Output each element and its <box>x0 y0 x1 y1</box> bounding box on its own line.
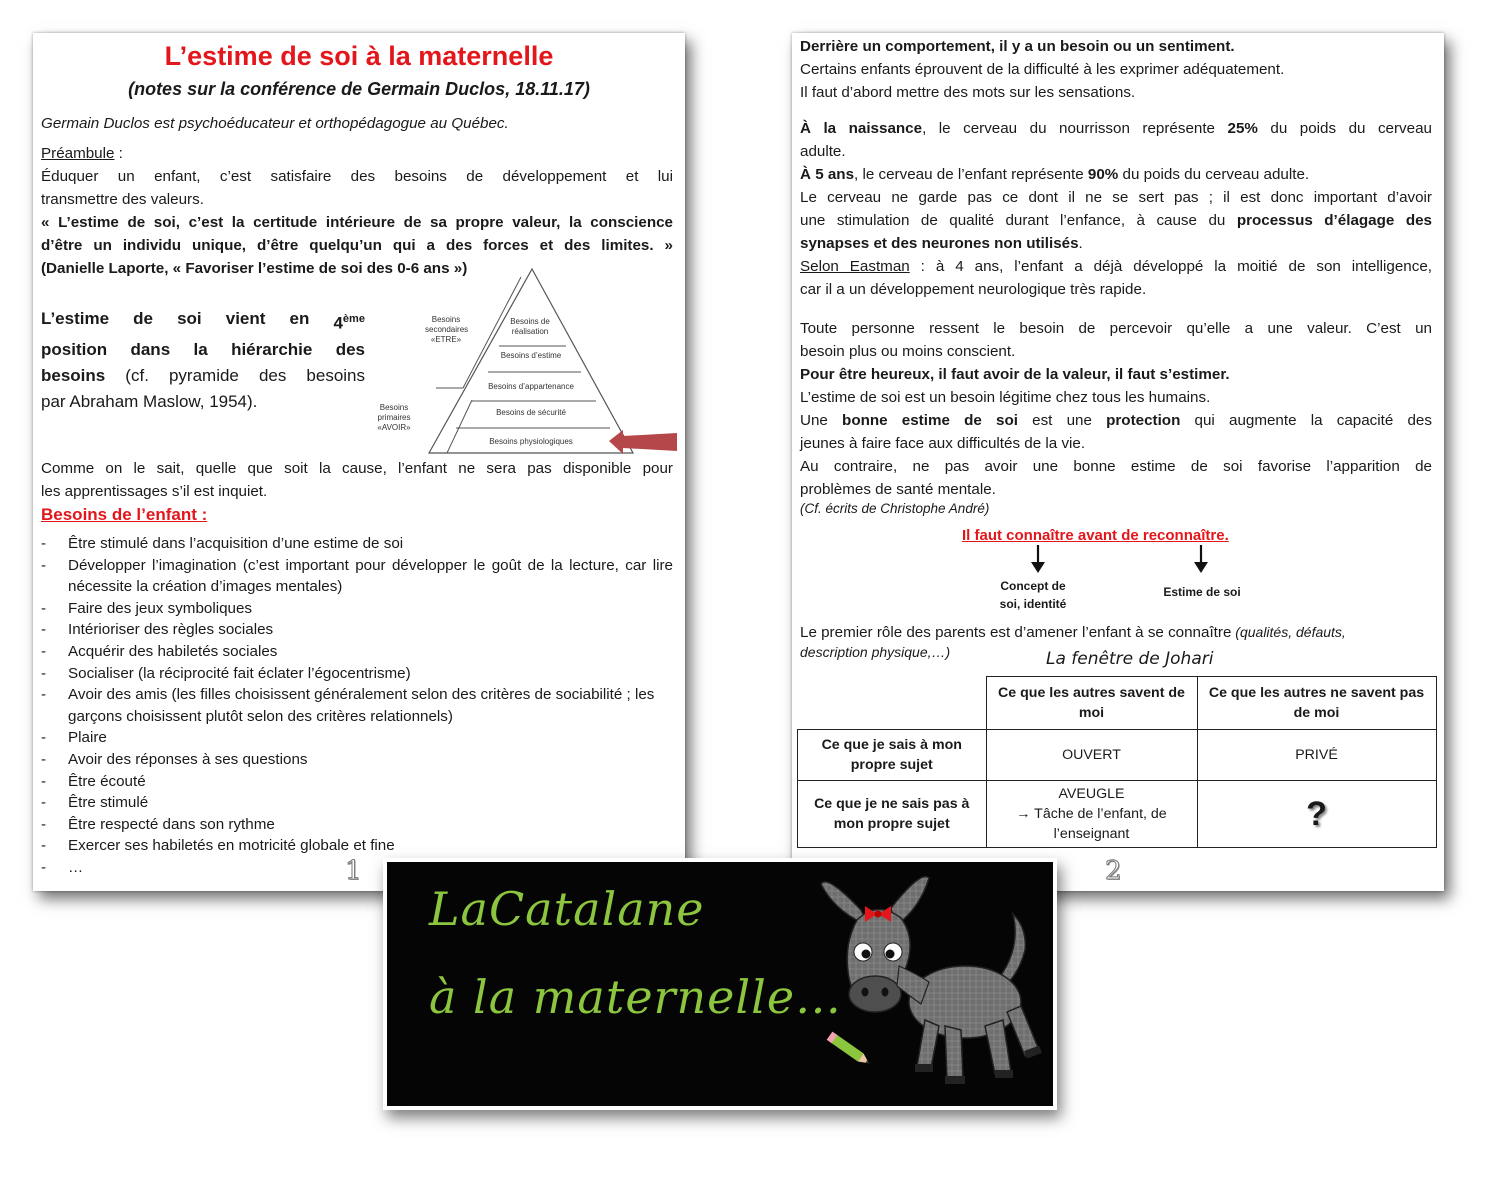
blind-cell <box>986 780 1197 847</box>
list-item: - Avoir des réponses à ses questions <box>41 749 673 771</box>
quote-line-2: d’être un individu unique, d’être quelqu’un qui a des forces et des limites. » <box>41 237 673 254</box>
down-arrow-icon <box>1028 545 1048 575</box>
list-item: - … <box>41 857 673 879</box>
brain-end: . <box>1078 235 1083 252</box>
legit-line: L’estime de soi est un besoin légitime chez tous les humains. <box>800 389 1211 406</box>
list-item: - Être stimulé dans l’acquisition d’une estime de soi <box>41 533 673 555</box>
value-line-2: besoin plus ou moins conscient. <box>800 343 1016 360</box>
header-line: Ce que je sais à mon <box>821 736 962 753</box>
maslow-pyramid-diagram <box>371 265 685 461</box>
hierarchy-word: vient <box>225 309 266 328</box>
eastman-label: Selon Eastman <box>800 258 910 275</box>
five-text: , le cerveau de l’enfant représente <box>854 166 1088 183</box>
birth-bold: À la naissance <box>800 120 923 137</box>
hierarchy-line-4: par Abraham Maslow, 1954). <box>41 391 258 411</box>
needs-heading: Besoins de l’enfant : <box>41 505 208 524</box>
eastman-text: : à 4 ans, l’enfant a déjà développé la moitié de son intelligence, <box>909 258 1433 275</box>
value-line-1: Toute personne ressent le besoin de percevoir qu’elle a une valeur. C’est un <box>800 320 1432 337</box>
five-percent: 90% <box>1087 166 1119 183</box>
hierarchy-word <box>333 306 365 337</box>
ordinal-number: 4 <box>333 313 343 333</box>
banner-title-line-2: à la maternelle… <box>429 970 843 1024</box>
list-item: - Faire des jeux symboliques <box>41 598 673 620</box>
empty-cell <box>798 677 987 730</box>
johari-window-table <box>797 676 1437 848</box>
birth-text-end: du poids du cerveau <box>1257 120 1432 137</box>
pyramid-level-4: Besoins de sécurité <box>496 408 566 417</box>
document-title: L’estime de soi à la maternelle <box>164 41 554 71</box>
brain-line-1: Le cerveau ne garde pas ce dont il ne se sert pas ; il est donc important d’avoir <box>800 189 1432 206</box>
quote-line-1: « L’estime de soi, c’est la certitude intérieure de sa propre valeur, la conscience <box>41 214 673 231</box>
header-line: de moi <box>1293 704 1340 721</box>
list-item: - Avoir des amis (les filles choisissent généralement selon des critères de sociabilité ; les garçons choisissent plutôt selon des critères relationnels) <box>41 684 673 727</box>
birth-text: , le cerveau du nourrisson représente <box>922 120 1228 137</box>
eastman-line-1 <box>800 256 1432 279</box>
pyramid-level-1: Besoins de réalisation <box>510 317 550 336</box>
column-header <box>986 677 1197 730</box>
down-arrow-icon <box>1191 545 1211 575</box>
motto: Il faut connaître avant de reconnaître. <box>962 527 1229 544</box>
johari-title: La fenêtre de Johari <box>1046 649 1214 669</box>
concept-label <box>988 577 1078 613</box>
red-arrow-icon <box>609 430 677 454</box>
header-line: Ce que les autres savent de <box>998 684 1185 701</box>
brain-line-2 <box>800 210 1432 233</box>
preamble-colon: : <box>114 145 123 162</box>
list-item: - Socialiser (la réciprocité fait éclater l’égocentrisme) <box>41 663 673 685</box>
pyramid-level-5: Besoins physiologiques <box>489 437 573 446</box>
inquiet-line-1: Comme on le sait, quelle que soit la cause, l’enfant ne sera pas disponible pour <box>41 460 673 477</box>
column-header <box>1197 677 1436 730</box>
table-row <box>798 677 1437 730</box>
header-line: moi <box>1078 704 1105 721</box>
needs-list <box>41 533 673 879</box>
prot-text: Une <box>800 412 843 429</box>
citation: (Cf. écrits de Christophe André) <box>800 501 990 516</box>
pyramid-primary-label: Besoins primaires «AVOIR» <box>377 403 411 432</box>
p2-line: Il faut d’abord mettre des mots sur les sensations. <box>800 84 1136 101</box>
inquiet-line-2: les apprentissages s’il est inquiet. <box>41 483 268 500</box>
donkey-mascot-icon <box>817 870 1047 1102</box>
pyramid-secondary-label: Besoins secondaires «ETRE» <box>425 315 469 344</box>
preamble-line-1: Éduquer un enfant, c’est satisfaire des besoins de développement et lui <box>41 168 673 185</box>
banner-title-line-1: LaCatalane <box>429 882 705 936</box>
blog-banner <box>383 858 1057 1110</box>
private-cell: PRIVÉ <box>1197 729 1436 780</box>
brain-bold-2: synapses et des neurones non utilisés <box>800 235 1079 252</box>
five-text-end: du poids du cerveau adulte. <box>1118 166 1310 183</box>
preamble-line-2: transmettre des valeurs. <box>41 191 204 208</box>
hierarchy-line-2: position dans la hiérarchie des <box>41 339 365 359</box>
prot-text: qui augmente la capacité des <box>1180 412 1432 429</box>
preamble-heading <box>41 143 123 166</box>
hierarchy-word: de <box>133 309 153 328</box>
list-item: - Être écouté <box>41 771 673 793</box>
birth-percent: 25% <box>1227 120 1258 137</box>
hierarchy-word: en <box>289 309 310 328</box>
p2-line: Certains enfants éprouvent de la difficulté à les exprimer adéquatement. <box>800 61 1285 78</box>
protection-line-2: jeunes à faire face aux difficultés de la vie. <box>800 435 1086 452</box>
contra-line-1: Au contraire, ne pas avoir une bonne estime de soi favorise l’apparition de <box>800 458 1432 475</box>
list-item: - Plaire <box>41 727 673 749</box>
hierarchy-line-1 <box>41 306 365 337</box>
list-item: - Intérioriser des règles sociales <box>41 619 673 641</box>
estime-label: Estime de soi <box>1163 585 1241 599</box>
birth-line-2: adulte. <box>800 143 846 160</box>
table-row <box>798 780 1437 847</box>
hierarchy-bold-word: besoins <box>41 365 106 385</box>
open-cell: OUVERT <box>986 729 1197 780</box>
five-years-line <box>800 164 1309 187</box>
preamble-label: Préambule <box>41 145 115 162</box>
list-item: - Acquérir des habiletés sociales <box>41 641 673 663</box>
hierarchy-paragraph <box>41 306 365 415</box>
page-number: 2 <box>1105 856 1122 886</box>
chalkboard <box>387 862 1053 1106</box>
blind-note: → Tâche de l’enfant, de <box>1016 805 1167 822</box>
page-1 <box>33 33 685 891</box>
hierarchy-word: soi <box>177 309 202 328</box>
brain-bold: processus d’élagage des <box>1236 212 1432 229</box>
ordinal-suffix: ème <box>342 313 365 325</box>
header-line: Ce que je ne sais pas à <box>814 795 970 812</box>
hierarchy-rest: (cf. pyramide des besoins <box>105 365 365 385</box>
concept-line: soi, identité <box>999 597 1067 611</box>
row-header <box>798 780 987 847</box>
birth-line <box>800 118 1432 141</box>
pyramid-level-2: Besoins d’estime <box>500 351 562 360</box>
happy-line: Pour être heureux, il faut avoir de la valeur, il faut s’estimer. <box>800 366 1230 383</box>
document-subtitle: (notes sur la conférence de Germain Duclos, 18.11.17) <box>128 79 590 99</box>
protection-line <box>800 410 1432 433</box>
blind-label: AVEUGLE <box>1058 785 1125 802</box>
role-italic: (qualités, défauts, <box>1231 624 1346 640</box>
pyramid-level-3: Besoins d’appartenance <box>488 382 574 391</box>
quote-source: (Danielle Laporte, « Favoriser l’estime de soi des 0-6 ans ») <box>41 260 468 277</box>
row-header <box>798 729 987 780</box>
role-line-2: description physique,…) <box>800 644 951 660</box>
prot-bold: protection <box>1106 412 1181 429</box>
brain-text: une stimulation de qualité durant l’enfance, à cause du <box>800 212 1237 229</box>
list-item: - Développer l’imagination (c’est important pour développer le goût de la lecture, car lire nécessite la création d’images mentales) <box>41 555 673 598</box>
blind-note: l’enseignant <box>1053 825 1130 842</box>
concept-line: Concept de <box>1000 579 1066 593</box>
p2-line: Derrière un comportement, il y a un besoin ou un sentiment. <box>800 38 1235 55</box>
unknown-cell: ? <box>1197 780 1436 847</box>
header-line: Ce que les autres ne savent pas <box>1208 684 1425 701</box>
prot-text: est une <box>1017 412 1107 429</box>
hierarchy-line-3 <box>41 363 365 389</box>
header-line: propre sujet <box>850 756 933 773</box>
author-note: Germain Duclos est psychoéducateur et orthopédagogue au Québec. <box>41 115 509 132</box>
contra-line-2: problèmes de santé mentale. <box>800 481 996 498</box>
prot-bold: bonne estime de soi <box>842 412 1018 429</box>
page-number: 1 <box>345 856 362 886</box>
hierarchy-word: L’estime <box>41 309 110 328</box>
table-row <box>798 729 1437 780</box>
list-item: - Exercer ses habiletés en motricité globale et fine <box>41 835 673 857</box>
list-item: - Être respecté dans son rythme <box>41 814 673 836</box>
role-text: Le premier rôle des parents est d’amener l’enfant à se connaître <box>800 624 1232 641</box>
eastman-line-2: car il a un développement neurologique très rapide. <box>800 281 1147 298</box>
header-line: mon propre sujet <box>833 815 950 832</box>
page-2 <box>792 33 1444 891</box>
list-item: - Être stimulé <box>41 792 673 814</box>
five-bold: À 5 ans <box>800 166 855 183</box>
brain-line-3 <box>800 233 1083 256</box>
role-line-1 <box>800 621 1440 645</box>
